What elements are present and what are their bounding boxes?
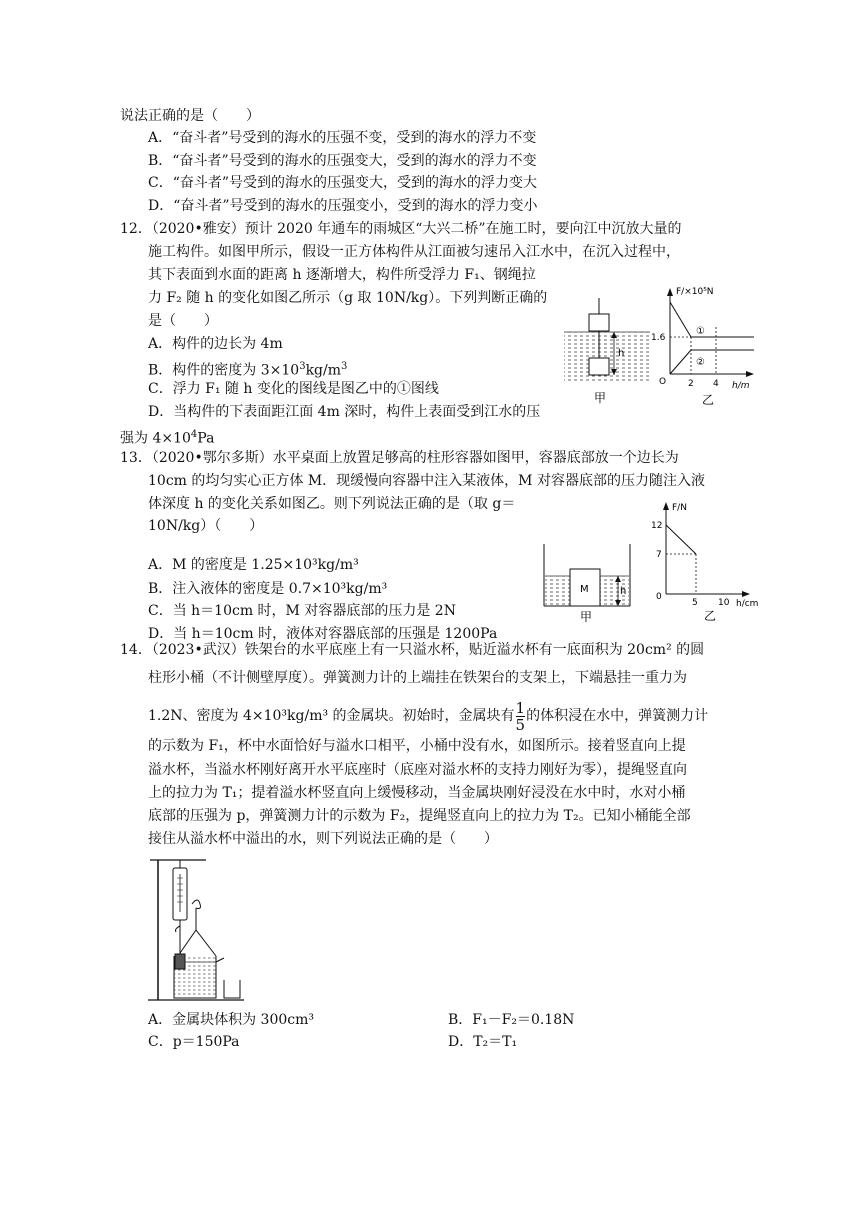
q12-option-d-line-1: D．当构件的下表面距江面 4m 深时，构件上表面受到江水的压 xyxy=(148,404,541,420)
q13-option-a: A．M 的密度是 1.25×10³kg/m³ xyxy=(148,557,359,573)
q12-graph-x-tick-2: 2 xyxy=(688,379,694,389)
q14-line-6: 上的拉力为 T₁；提着溢水杯竖直向上缓慢移动，当金属块刚好浸没在水中时，水对小桶 xyxy=(148,785,686,801)
q12-graph-origin: O xyxy=(659,377,667,387)
q14-option-a: A．金属块体积为 300cm³ xyxy=(148,1012,315,1028)
q13-fig-h-label: h xyxy=(620,586,627,597)
q12-figure-jia xyxy=(562,298,657,410)
q13-figure-jia xyxy=(538,542,638,624)
q14-fraction: $\frac{1}{5}$ xyxy=(515,698,526,734)
q12-fig-h-label: h xyxy=(618,348,625,359)
q12-graph-line-1-label: ① xyxy=(696,326,705,337)
q13-line-2: 10cm 的均匀实心正方体 M．现缓慢向容器中注入某液体，M 对容器底部的压力随注入液 xyxy=(148,473,705,489)
q12-graph-caption: 乙 xyxy=(702,393,715,407)
q11-stem-tail: 说法正确的是（ ） xyxy=(120,108,260,124)
q13-option-b: B．注入液体的密度是 0.7×10³kg/m³ xyxy=(148,581,388,597)
q14-line-1: 14．（2023•武汉）铁架台的水平底座上有一只溢水杯，贴近溢水杯有一底面积为 20cm² 的圆 xyxy=(120,642,705,658)
q12-graph-x-tick-4: 4 xyxy=(713,379,719,389)
q12-line-5: 是（ ） xyxy=(148,313,218,329)
q12-option-c: C．浮力 F₁ 随 h 变化的图线是图乙中的①图线 xyxy=(148,381,439,397)
q13-graph-caption: 乙 xyxy=(704,609,717,623)
q13-fig-jia-caption: 甲 xyxy=(580,610,593,624)
q12-line-4: 力 F₂ 随 h 的变化如图乙所示（g 取 10N/kg）。下列判断正确的 xyxy=(148,290,548,306)
q12-graph-line-2-label: ② xyxy=(696,357,705,368)
q14-line-3: 1.2N、密度为 4×10³kg/m³ 的金属块。初始时，金属块有 $\frac{1}{5}$ 的体积浸在水中，弹簧测力计 xyxy=(148,698,709,734)
q14-option-c: C．p＝150Pa xyxy=(148,1034,240,1050)
q13-option-d: D．当 h＝10cm 时，液体对容器底部的压强是 1200Pa xyxy=(148,626,498,642)
q13-fig-m-label: M xyxy=(580,584,589,595)
q12-line-1: 12．（2020•雅安）预计 2020 年通车的雨城区“大兴二桥”在施工时，要向江中沉放大量的 xyxy=(120,221,682,237)
q14-figure xyxy=(148,852,248,1002)
q12-graph-yi xyxy=(648,282,758,412)
q14-line-4: 的示数为 F₁，杯中水面恰好与溢水口相平，小桶中没有水，如图所示。接着竖直向上提 xyxy=(148,738,686,754)
q13-graph-y-tick-12: 12 xyxy=(651,521,663,531)
q13-line-1: 13．（2020•鄂尔多斯）水平桌面上放置足够高的柱形容器如图甲，容器底部放一个边长为 xyxy=(120,450,679,466)
q13-graph-x-tick-10: 10 xyxy=(718,598,730,608)
q13-line-4: 10N/kg）（ ） xyxy=(148,518,264,534)
q13-graph-xlabel: h/cm xyxy=(736,599,759,609)
q14-line-5: 溢水杯，当溢水杯刚好离开水平底座时（底座对溢水杯的支持力刚好为零），提绳竖直向 xyxy=(148,762,687,778)
q13-option-c: C．当 h＝10cm 时，M 对容器底部的压力是 2N xyxy=(148,603,456,619)
q13-line-3: 体深度 h 的变化关系如图乙。则下列说法正确的是（取 g＝ xyxy=(148,496,516,512)
q13-graph-y-tick-7: 7 xyxy=(656,550,662,560)
q14-line-7: 底部的压强为 p，弹簧测力计的示数为 F₂，提绳竖直向上的拉力为 T₂。已知小桶能全部 xyxy=(148,808,691,824)
q12-graph-ylabel: F/×10⁵N xyxy=(676,287,714,297)
q12-line-2: 施工构件。如图甲所示，假设一正方体构件从江面被匀速吊入江水中，在沉入过程中， xyxy=(148,244,680,260)
q12-line-3: 其下表面到水面的距离 h 逐渐增大，构件所受浮力 F₁、钢绳拉 xyxy=(148,267,536,283)
q13-graph-ylabel: F/N xyxy=(672,503,687,513)
q13-graph-yi xyxy=(646,496,766,624)
q12-option-a: A．构件的边长为 4m xyxy=(148,336,283,352)
q12-option-d-line-2: 强为 $4\times 10^4Pa$ xyxy=(120,429,215,447)
q14-option-b: B．F₁－F₂＝0.18N xyxy=(448,1012,575,1028)
q11-option-a: A．“奋斗者”号受到的海水的压强不变，受到的海水的浮力不变 xyxy=(148,130,537,146)
q13-graph-origin: 0 xyxy=(656,592,662,602)
q11-option-d: D．“奋斗者”号受到的海水的压强变小，受到的海水的浮力变小 xyxy=(148,198,538,214)
q12-option-b: B．构件的密度为 $3\times 10^3kg/m^3$ xyxy=(148,361,348,379)
q12-graph-y-tick: 1.6 xyxy=(651,333,666,343)
q13-graph-x-tick-5: 5 xyxy=(692,598,698,608)
q11-option-b: B．“奋斗者”号受到的海水的压强变大，受到的海水的浮力不变 xyxy=(148,153,537,169)
q12-graph-xlabel: h/m xyxy=(732,381,750,391)
q14-line-8: 接住从溢水杯中溢出的水，则下列说法正确的是（ ） xyxy=(148,831,498,847)
q11-option-c: C．“奋斗者”号受到的海水的压强变大，受到的海水的浮力变大 xyxy=(148,175,538,191)
q12-fig-jia-caption: 甲 xyxy=(594,391,607,405)
q14-line-2: 柱形小桶（不计侧壁厚度）。弹簧测力计的上端挂在铁架台的支架上，下端悬挂一重力为 xyxy=(148,670,687,686)
q14-option-d: D．T₂＝T₁ xyxy=(448,1034,518,1050)
